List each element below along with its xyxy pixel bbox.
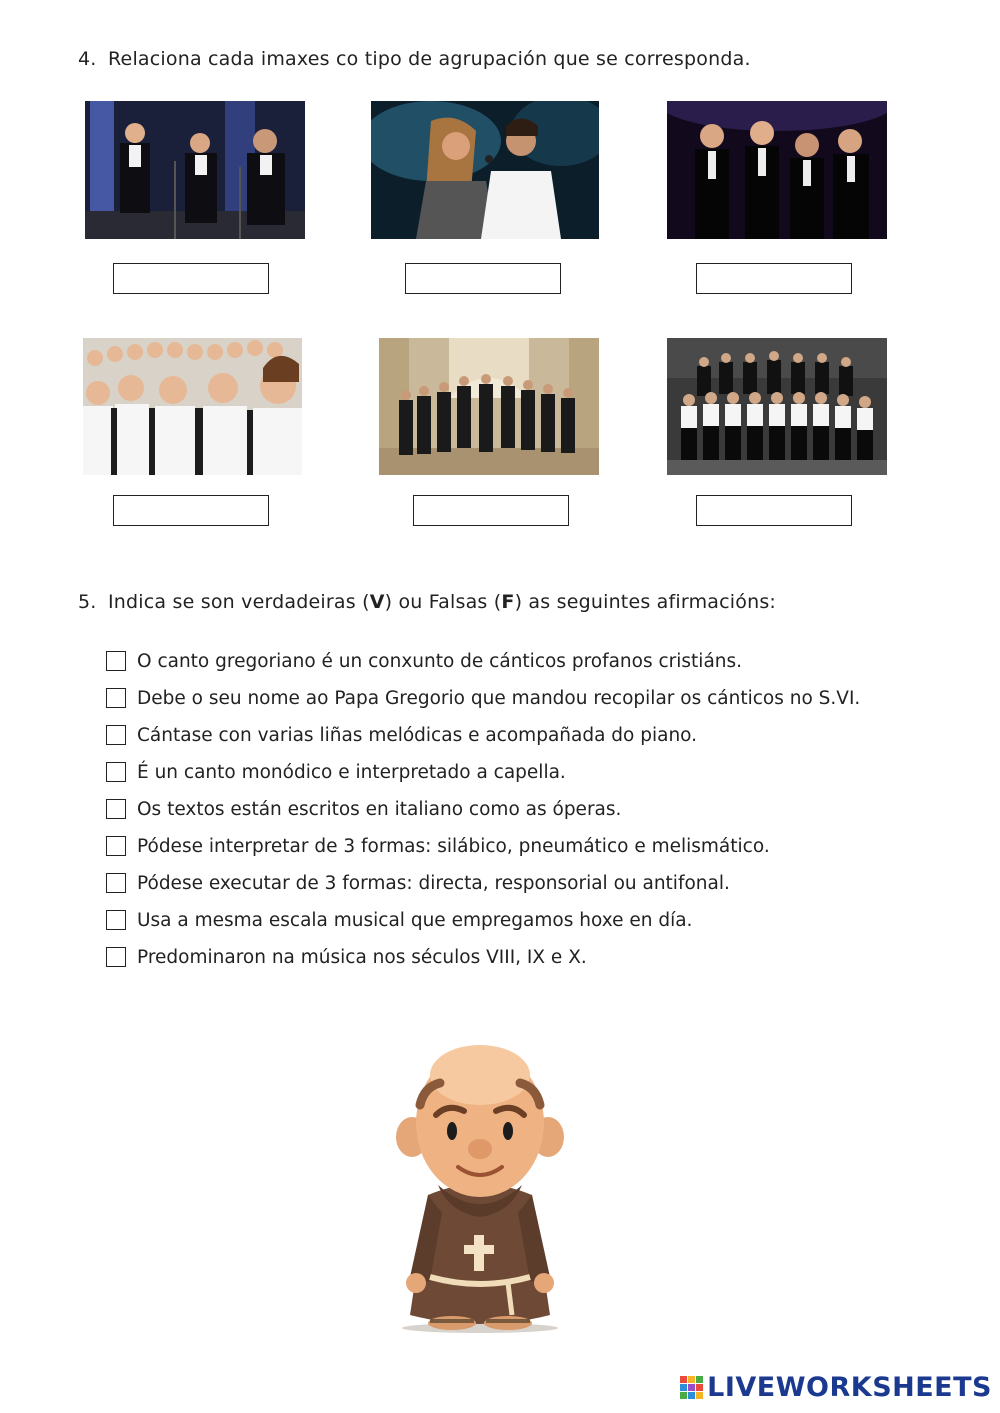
statement-checkbox[interactable] — [106, 836, 126, 856]
question-5-intro-1: Indica se son verdadeiras ( — [108, 591, 370, 613]
statement-checkbox[interactable] — [106, 725, 126, 745]
liveworksheets-branding — [680, 1372, 992, 1403]
question-5-v-letter: V — [369, 591, 385, 613]
photo-male-quartet-icon — [667, 101, 887, 239]
answer-box-3[interactable] — [696, 263, 852, 294]
photo-mixed-choir — [667, 338, 887, 475]
statement-row — [106, 722, 697, 748]
statement-checkbox[interactable] — [106, 688, 126, 708]
answer-box-5[interactable] — [413, 495, 569, 526]
statement-text: É un canto monódico e interpretado a capella. — [137, 761, 566, 783]
question-5-intro-3: ) as seguintes afirmacións: — [514, 591, 777, 613]
statement-checkbox[interactable] — [106, 873, 126, 893]
statement-text: Pódese executar de 3 formas: directa, responsorial ou antifonal. — [137, 872, 730, 894]
photo-boys-choir-icon — [83, 338, 302, 475]
statement-text: Debe o seu nome ao Papa Gregorio que mandou recopilar os cánticos no S.VI. — [137, 687, 861, 709]
statement-text: Predominaron na música nos séculos VIII, IX e X. — [137, 946, 587, 968]
question-5-title — [78, 591, 776, 613]
statement-text: Pódese interpretar de 3 formas: silábico, pneumático e melismático. — [137, 835, 770, 857]
statement-row — [106, 907, 692, 933]
photo-male-choir — [379, 338, 599, 475]
statement-checkbox[interactable] — [106, 799, 126, 819]
statement-row — [106, 648, 742, 674]
photo-singing-duo-icon — [371, 101, 599, 239]
statement-checkbox[interactable] — [106, 651, 126, 671]
question-4-number: 4. — [78, 48, 97, 70]
photo-singing-duo — [371, 101, 599, 239]
photo-mixed-choir-icon — [667, 338, 887, 475]
monk-illustration-icon — [390, 1045, 570, 1335]
question-5-number: 5. — [78, 591, 97, 613]
statement-text: Os textos están escritos en italiano como as óperas. — [137, 798, 622, 820]
statement-checkbox[interactable] — [106, 947, 126, 967]
photo-male-quartet — [667, 101, 887, 239]
statement-checkbox[interactable] — [106, 762, 126, 782]
photo-boys-choir — [83, 338, 302, 475]
statement-row — [106, 759, 566, 785]
question-5-f-letter: F — [501, 591, 515, 613]
statement-row — [106, 944, 587, 970]
answer-box-1[interactable] — [113, 263, 269, 294]
statement-row — [106, 796, 621, 822]
photo-tenor-trio-icon — [85, 101, 305, 239]
liveworksheets-wordmark: LIVEWORKSHEETS — [707, 1372, 992, 1403]
answer-box-2[interactable] — [405, 263, 561, 294]
statement-text: O canto gregoriano é un conxunto de cánticos profanos cristiáns. — [137, 650, 743, 672]
answer-box-4[interactable] — [113, 495, 269, 526]
photo-tenor-trio — [85, 101, 305, 239]
photo-male-choir-icon — [379, 338, 599, 475]
question-4-title — [78, 48, 751, 70]
answer-box-6[interactable] — [696, 495, 852, 526]
statement-checkbox[interactable] — [106, 910, 126, 930]
statement-row — [106, 870, 730, 896]
question-4-text: Relaciona cada imaxes co tipo de agrupación que se corresponda. — [108, 48, 751, 70]
statement-row — [106, 833, 770, 859]
question-5-intro-2: ) ou Falsas ( — [384, 591, 502, 613]
monk-illustration — [390, 1045, 570, 1335]
statement-row — [106, 685, 860, 711]
liveworksheets-logo-icon — [680, 1376, 704, 1400]
statement-text: Usa a mesma escala musical que empregamos hoxe en día. — [137, 909, 693, 931]
statement-text: Cántase con varias liñas melódicas e acompañada do piano. — [137, 724, 698, 746]
